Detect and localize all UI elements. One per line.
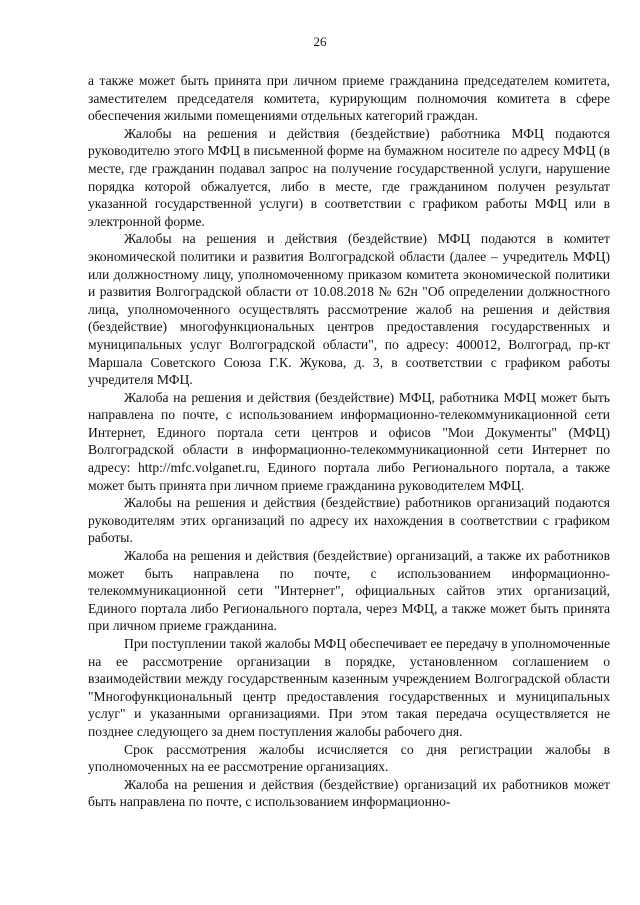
paragraph: Жалоба на решения и действия (бездействие) МФЦ, работника МФЦ может быть направлена по почте, с использованием информационно-телекоммуникационной сети Интернет, Единого портала сети центров и офисов "Мои Документы" (МФЦ) Волгоградской области в информационно-телекоммуникационной сети Интернет по адресу: http://mfc.volganet.ru, Единого портала либо Регионального портала, а также может быть принята при личном приеме гражданина руководителем МФЦ. [88,389,610,493]
paragraph: При поступлении такой жалобы МФЦ обеспечивает ее передачу в уполномоченные на ее рассмотрение организации в порядке, установленном соглашением о взаимодействии между государственным казенным учреждением Волгоградской области "Многофункциональный центр предоставления государственных и муниципальных услуг" и указанными организациями. При этом такая передача осуществляется не позднее следующего за днем поступления жалобы рабочего дня. [88,636,610,739]
page-number: 26 [313,34,327,49]
paragraph: Жалобы на решения и действия (бездействие) работника МФЦ подаются руководителю этого МФЦ в письменной форме на бумажном носителе по адресу МФЦ (в месте, где гражданин подавал запрос на получение государственной услуги, нарушение порядка которой обжалуется, либо в месте, где гражданином получен результат указанной государственной услуги) в соответствии с графиком работы МФЦ или в электронной форме. [88,125,610,229]
paragraph: Жалоба на решения и действия (бездействие) организаций, а также их работников может быть направлена по почте, с использованием информационно-телекоммуникационной сети "Интернет", официальных сайтов этих организаций, Единого портала либо Регионального портала, через МФЦ, а также может быть принята при личном приеме гражданина. [88,548,610,634]
paragraph: Срок рассмотрения жалобы исчисляется со дня регистрации жалобы в уполномоченных на ее рассмотрение организациях. [88,741,610,775]
paragraph: Жалобы на решения и действия (бездействие) МФЦ подаются в комитет экономической политики и развития Волгоградской области (далее – учредитель МФЦ) или должностному лицу, уполномоченному приказом комитета экономической политики и развития Волгоградской области от 10.08.2018 № 62н "Об определении должностного лица, уполномоченного осуществлять рассмотрение жалоб на решения и действия (бездействие) многофункциональных центров предоставления государственных и муниципальных услуг Волгоградской области", по адресу: 400012, Волгоград, пр-кт Маршала Советского Союза Г.К. Жукова, д. 3, в соответствии с графиком работы учредителя МФЦ. [88,231,610,388]
paragraph: Жалобы на решения и действия (бездействие) работников организаций подаются руководителям этих организаций по адресу их нахождения в соответствии с графиком работы. [88,495,610,546]
paragraph-continuation: а также может быть принята при личном приеме гражданина председателем комитета, заместителем председателя комитета, курирующим полномочия комитета в сфере обеспечения жилыми помещениями отдельных категорий граждан. [88,73,610,124]
paragraph-last: Жалоба на решения и действия (бездействие) организаций их работников может быть направлена по почте, с использованием информационно- [88,776,610,810]
body-text [88,72,610,811]
